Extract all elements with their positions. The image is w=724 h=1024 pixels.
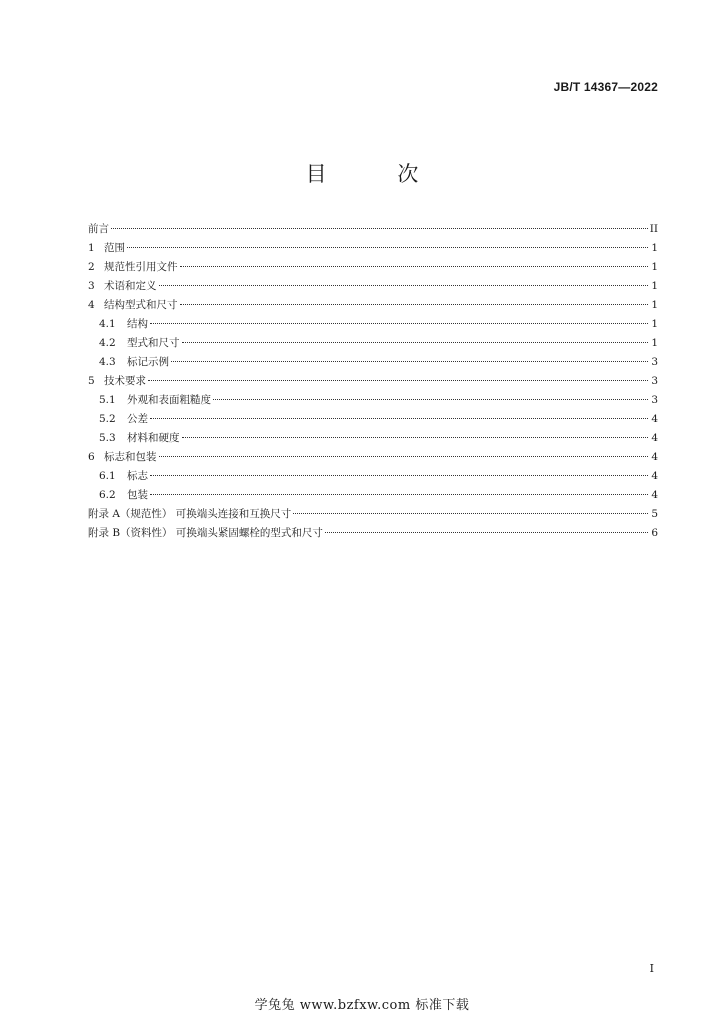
toc-dot-leader (180, 304, 649, 305)
toc-dot-leader (127, 247, 648, 248)
toc-dot-leader (150, 475, 648, 476)
toc-entry-page: 1 (651, 299, 658, 311)
page-number: I (649, 962, 654, 975)
toc-dot-leader (182, 342, 649, 343)
toc-entry[interactable] (88, 258, 658, 277)
toc-entry-title: 范围 (104, 242, 125, 254)
toc-entry-number: 4.3 (99, 356, 116, 368)
toc-entry-page: 1 (651, 337, 658, 349)
toc-entry-title: 标志 (127, 470, 148, 482)
toc-entry-number: 6.1 (99, 470, 116, 482)
toc-dot-leader (150, 494, 648, 495)
toc-entry[interactable] (88, 372, 658, 391)
toc-entry-page: 4 (651, 432, 658, 444)
toc-entry-number: 5.1 (99, 394, 116, 406)
toc-entry-number: 3 (88, 280, 95, 292)
toc-entry-page: 5 (651, 508, 658, 520)
toc-entry-number: 4.1 (99, 318, 116, 330)
toc-dot-leader (325, 532, 648, 533)
toc-dot-leader (111, 228, 648, 229)
toc-entry-title: 型式和尺寸 (127, 337, 180, 349)
toc-entry-title: 前言 (88, 223, 109, 235)
toc-dot-leader (159, 285, 649, 286)
toc-entry-page: II (649, 223, 658, 235)
toc-entry-number: 4 (88, 299, 95, 311)
toc-entry-page: 4 (651, 470, 658, 482)
toc-entry-number: 6 (88, 451, 95, 463)
toc-entry-title: 公差 (127, 413, 148, 425)
toc-entry-page: 4 (651, 489, 658, 501)
toc-entry-page: 3 (651, 394, 658, 406)
toc-dot-leader (150, 418, 648, 419)
toc-entry-page: 4 (651, 413, 658, 425)
toc-entry[interactable] (88, 524, 658, 543)
toc-entry-page: 6 (651, 527, 658, 539)
toc-dot-leader (293, 513, 648, 514)
toc-entry-page: 1 (651, 280, 658, 292)
toc-entry-title: 材料和硬度 (127, 432, 180, 444)
table-of-contents (88, 220, 658, 543)
toc-dot-leader (213, 399, 648, 400)
toc-entry[interactable] (88, 315, 658, 334)
toc-entry-title: 技术要求 (104, 375, 146, 387)
toc-entry[interactable] (88, 353, 658, 372)
toc-entry-number: 5.3 (99, 432, 116, 444)
toc-entry[interactable] (88, 239, 658, 258)
toc-entry-number: 4.2 (99, 337, 116, 349)
toc-dot-leader (171, 361, 648, 362)
toc-entry-number: 6.2 (99, 489, 116, 501)
toc-entry[interactable] (88, 467, 658, 486)
toc-entry[interactable] (88, 334, 658, 353)
toc-entry-page: 1 (651, 261, 658, 273)
toc-entry-number: 5.2 (99, 413, 116, 425)
toc-dot-leader (159, 456, 649, 457)
toc-dot-leader (150, 323, 648, 324)
toc-dot-leader (148, 380, 648, 381)
toc-entry-page: 3 (651, 356, 658, 368)
toc-entry-number: 5 (88, 375, 95, 387)
toc-entry[interactable] (88, 391, 658, 410)
toc-entry-number: 2 (88, 261, 95, 273)
toc-entry-title: 结构型式和尺寸 (104, 299, 178, 311)
toc-entry[interactable] (88, 448, 658, 467)
toc-entry-title: 规范性引用文件 (104, 261, 178, 273)
footer-watermark: 学兔兔 www.bzfxw.com 标准下载 (254, 998, 470, 1013)
toc-entry-page: 1 (651, 318, 658, 330)
toc-entry-title: 附录 A（规范性） 可换端头连接和互换尺寸 (88, 508, 292, 520)
toc-entry[interactable] (88, 410, 658, 429)
page-title: 目 次 (305, 162, 451, 186)
toc-entry-number: 1 (88, 242, 95, 254)
toc-entry-title: 外观和表面粗糙度 (127, 394, 211, 406)
toc-entry-page: 4 (651, 451, 658, 463)
toc-entry-title: 结构 (127, 318, 148, 330)
toc-entry[interactable] (88, 486, 658, 505)
toc-dot-leader (180, 266, 649, 267)
toc-dot-leader (182, 437, 649, 438)
toc-entry-title: 标记示例 (127, 356, 169, 368)
toc-entry[interactable] (88, 220, 658, 239)
toc-entry[interactable] (88, 277, 658, 296)
toc-entry[interactable] (88, 505, 658, 524)
standard-code: JB/T 14367—2022 (553, 80, 658, 94)
toc-entry-title: 标志和包装 (104, 451, 157, 463)
toc-entry[interactable] (88, 429, 658, 448)
toc-entry-title: 附录 B（资料性） 可换端头紧固螺栓的型式和尺寸 (88, 527, 323, 539)
toc-entry-page: 1 (651, 242, 658, 254)
toc-entry-page: 3 (651, 375, 658, 387)
toc-entry-title: 术语和定义 (104, 280, 157, 292)
toc-entry[interactable] (88, 296, 658, 315)
toc-entry-title: 包装 (127, 489, 148, 501)
